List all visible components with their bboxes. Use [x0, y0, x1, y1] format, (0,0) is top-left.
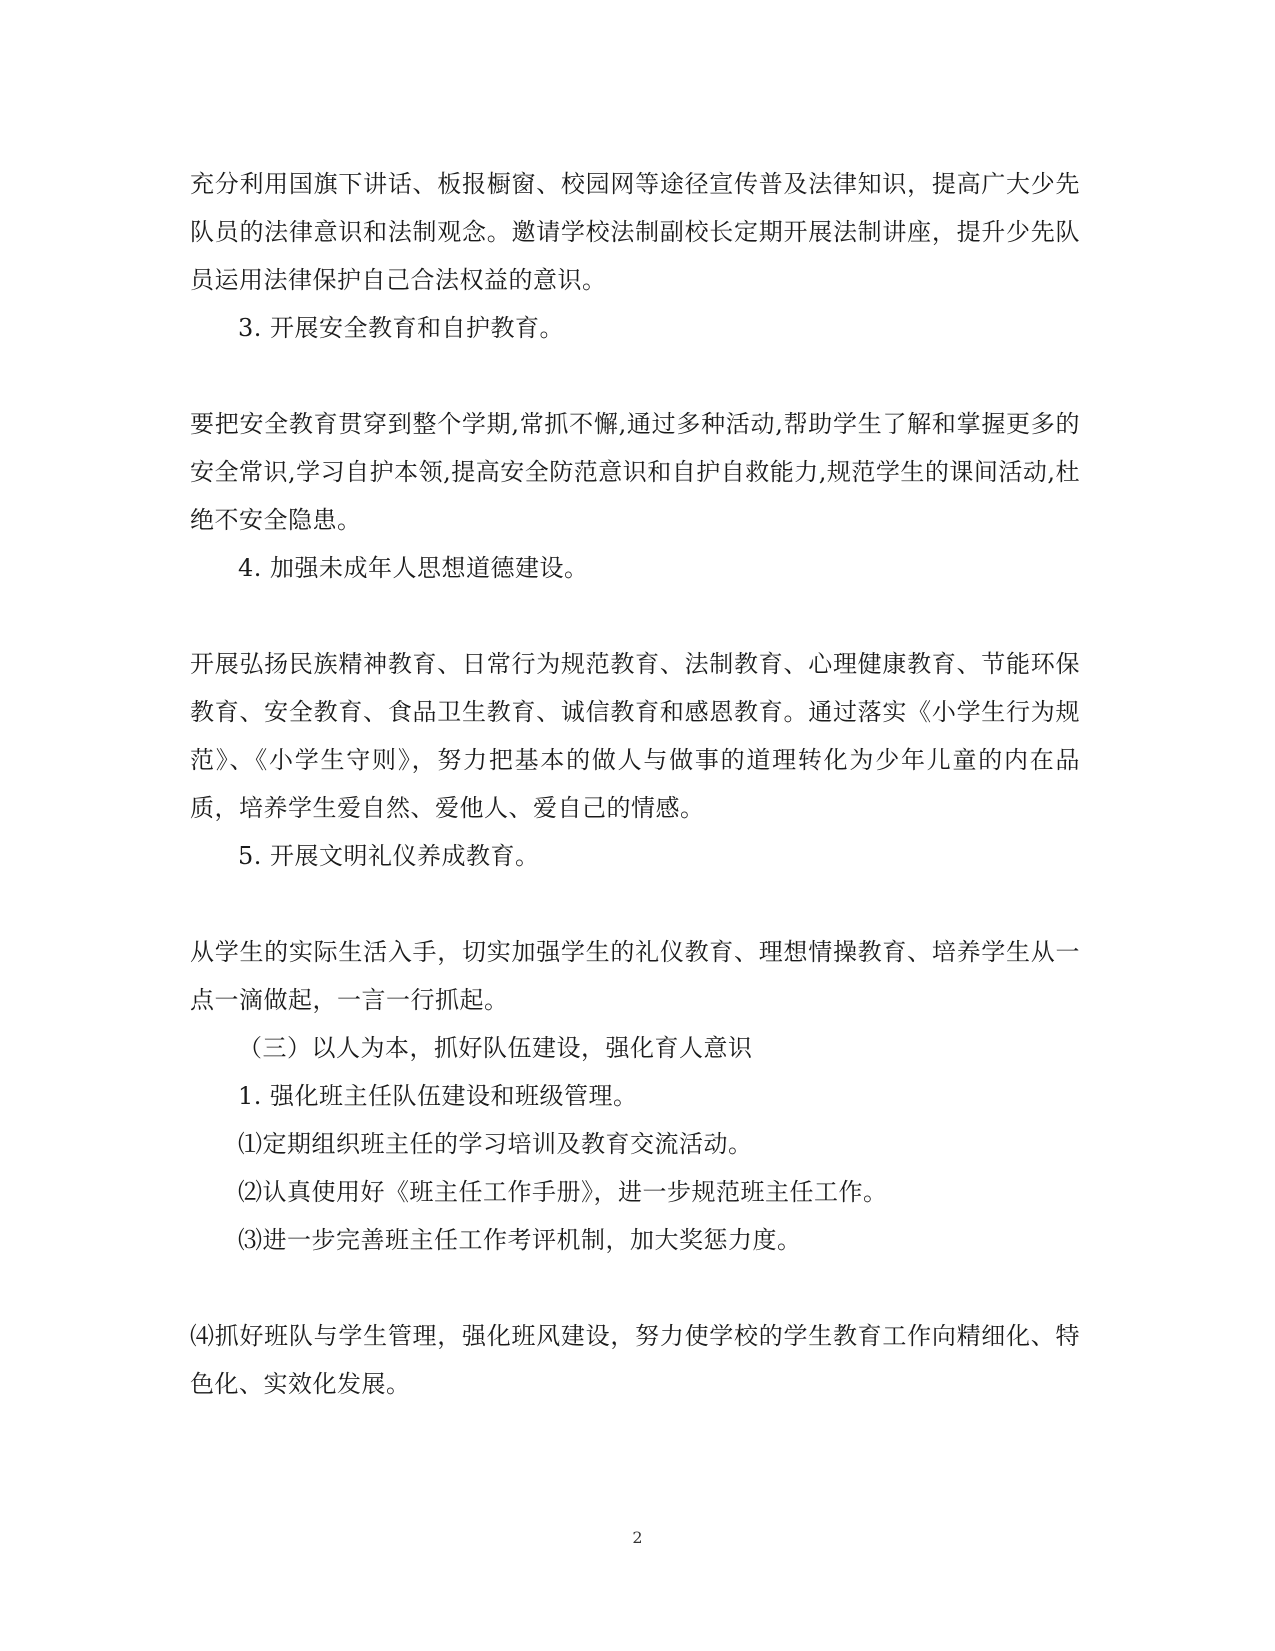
paragraph-law-publicity: 充分利用国旗下讲话、板报橱窗、校园网等途径宣传普及法律知识，提高广大少先队员的法律意识和法制观念。邀请学校法制副校长定期开展法制讲座，提升少先队员运用法律保护自己合法权益的意识。 — [190, 170, 1080, 294]
heading-class-teacher-team: 1. 强化班主任队伍建设和班级管理。 — [238, 1082, 638, 1110]
paragraph-moral-construction: 开展弘扬民族精神教育、日常行为规范教育、法制教育、心理健康教育、节能环保教育、安全教育、食品卫生教育、诚信教育和感恩教育。通过落实《小学生行为规范》、《小学生守则》，努力把基本的做人与做事的道理转化为少年儿童的内在品质，培养学生爱自然、爱他人、爱自己的情感。 — [190, 650, 1080, 822]
heading-etiquette-education: 5. 开展文明礼仪养成教育。 — [238, 842, 540, 870]
paragraph-safety-education: 要把安全教育贯穿到整个学期,常抓不懈,通过多种活动,帮助学生了解和掌握更多的安全常识,学习自护本领,提高安全防范意识和自护自救能力,规范学生的课间活动,杜绝不安全隐患。 — [190, 410, 1081, 534]
heading-section-three: （三）以人为本，抓好队伍建设，强化育人意识 — [238, 1034, 753, 1062]
heading-safety-education: 3. 开展安全教育和自护教育。 — [238, 314, 565, 342]
page-number: 2 — [632, 1528, 643, 1547]
heading-moral-construction: 4. 加强未成年人思想道德建设。 — [238, 554, 589, 582]
document-body — [190, 160, 1080, 1408]
list-item-2: ⑵认真使用好《班主任工作手册》，进一步规范班主任工作。 — [238, 1178, 888, 1206]
list-item-1: ⑴定期组织班主任的学习培训及教育交流活动。 — [238, 1130, 753, 1158]
list-item-4: ⑷抓好班队与学生管理，强化班风建设，努力使学校的学生教育工作向精细化、特色化、实效化发展。 — [190, 1322, 1080, 1398]
list-item-3: ⑶进一步完善班主任工作考评机制，加大奖惩力度。 — [238, 1226, 802, 1254]
paragraph-etiquette-education: 从学生的实际生活入手，切实加强学生的礼仪教育、理想情操教育、培养学生从一点一滴做起，一言一行抓起。 — [190, 938, 1080, 1014]
